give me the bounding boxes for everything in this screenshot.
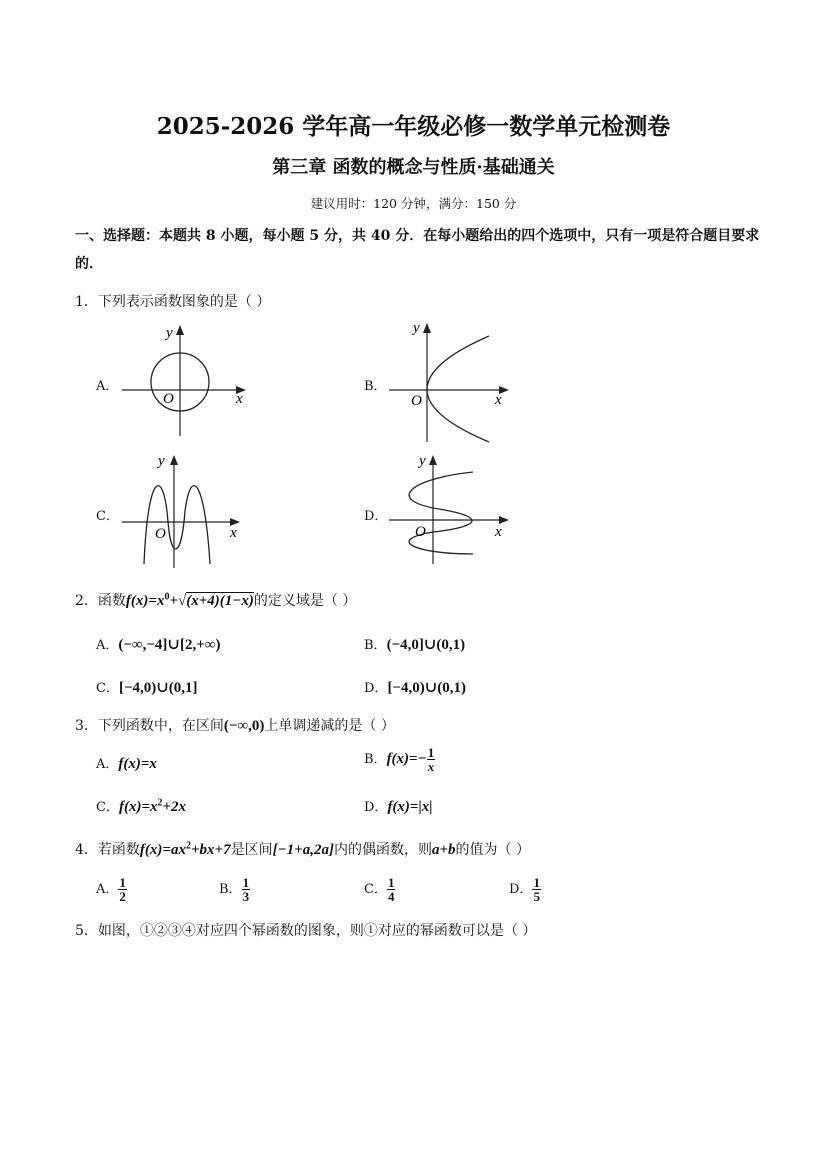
time-score-hint: 建议用时：120 分钟，满分：150 分 (310, 196, 517, 211)
q2-option-d[interactable]: D．[−4,0)∪(0,1) (364, 680, 467, 696)
q1-option-a-label: A． (96, 379, 119, 394)
question-1-stem: 1．下列表示函数图象的是（ ） (75, 294, 271, 310)
q3-option-b[interactable]: B．f(x)=− $\frac{1}{x}$ (364, 745, 435, 774)
q1c-origin-label: O (155, 526, 166, 542)
page-title: 2025-2026 学年高一年级必修一数学单元检测卷 (156, 113, 671, 140)
question-2-stem: 2．函数$f(x)=x^0+√(x+4)(1-x)$的定义域是（ ） (75, 591, 357, 609)
q2-option-b[interactable]: B．(−4,0]∪(0,1) (364, 637, 466, 653)
q3b-fraction: $\frac{1}{x}$ (427, 745, 435, 774)
q1a-x-label: x (236, 391, 243, 407)
q1-graph-c-wave (118, 448, 248, 570)
q2-option-c[interactable]: C．[−4,0)∪(0,1] (96, 680, 198, 696)
q4-option-c[interactable]: C． $\frac{1}{4}$ (364, 875, 395, 904)
q1b-origin-label: O (411, 393, 422, 409)
q1b-y-label: y (413, 320, 420, 336)
chapter-subtitle: 第三章 函数的概念与性质·基础通关 (272, 157, 555, 178)
section-heading: 一、选择题：本题共 8 小题，每小题 5 分，共 40 分．在每小题给出的四个选项中，只有一项是符合题目要求的． (75, 228, 760, 272)
question-4-stem: 4．若函数$f(x)=ax^2+bx+7$是区间[−1+a,2a]内的偶函数，则a+b的值为（ ） (75, 840, 530, 858)
q1-option-d-label: D． (364, 509, 388, 524)
q1b-x-label: x (495, 392, 502, 408)
q3-option-a[interactable]: A．f(x)=x (96, 756, 157, 772)
q1a-origin-label: O (163, 391, 174, 407)
q1d-x-label: x (495, 524, 502, 540)
q3-option-c[interactable]: C．$f(x)=x^2+2x$ (96, 797, 187, 815)
q1d-origin-label: O (415, 524, 426, 540)
q1a-y-label: y (166, 325, 173, 341)
q2-option-a[interactable]: A．(−∞,−4]∪[2,+∞) (96, 637, 221, 653)
q3-option-d[interactable]: D．f(x)=|x| (364, 799, 433, 815)
q1-graph-b-parabola (385, 314, 515, 446)
q1-graph-a-circle (118, 318, 253, 440)
q1-graph-d-sideways (385, 450, 515, 570)
q1-option-c-label: C． (96, 509, 119, 524)
q1c-x-label: x (230, 525, 237, 541)
q4-option-a[interactable]: A． $\frac{1}{2}$ (96, 875, 126, 904)
q1d-y-label: y (419, 453, 426, 469)
q1c-y-label: y (158, 453, 165, 469)
question-5-stem: 5．如图，①②③④对应四个幂函数的图象，则①对应的幂函数可以是（ ） (75, 923, 537, 939)
question-3-stem: 3．下列函数中，在区间(−∞,0)上单调递减的是（ ） (75, 718, 395, 734)
q4-option-d[interactable]: D． $\frac{1}{5}$ (509, 875, 540, 904)
q4-option-b[interactable]: B． $\frac{1}{3}$ (219, 875, 250, 904)
q1-option-b-label: B． (364, 379, 387, 394)
